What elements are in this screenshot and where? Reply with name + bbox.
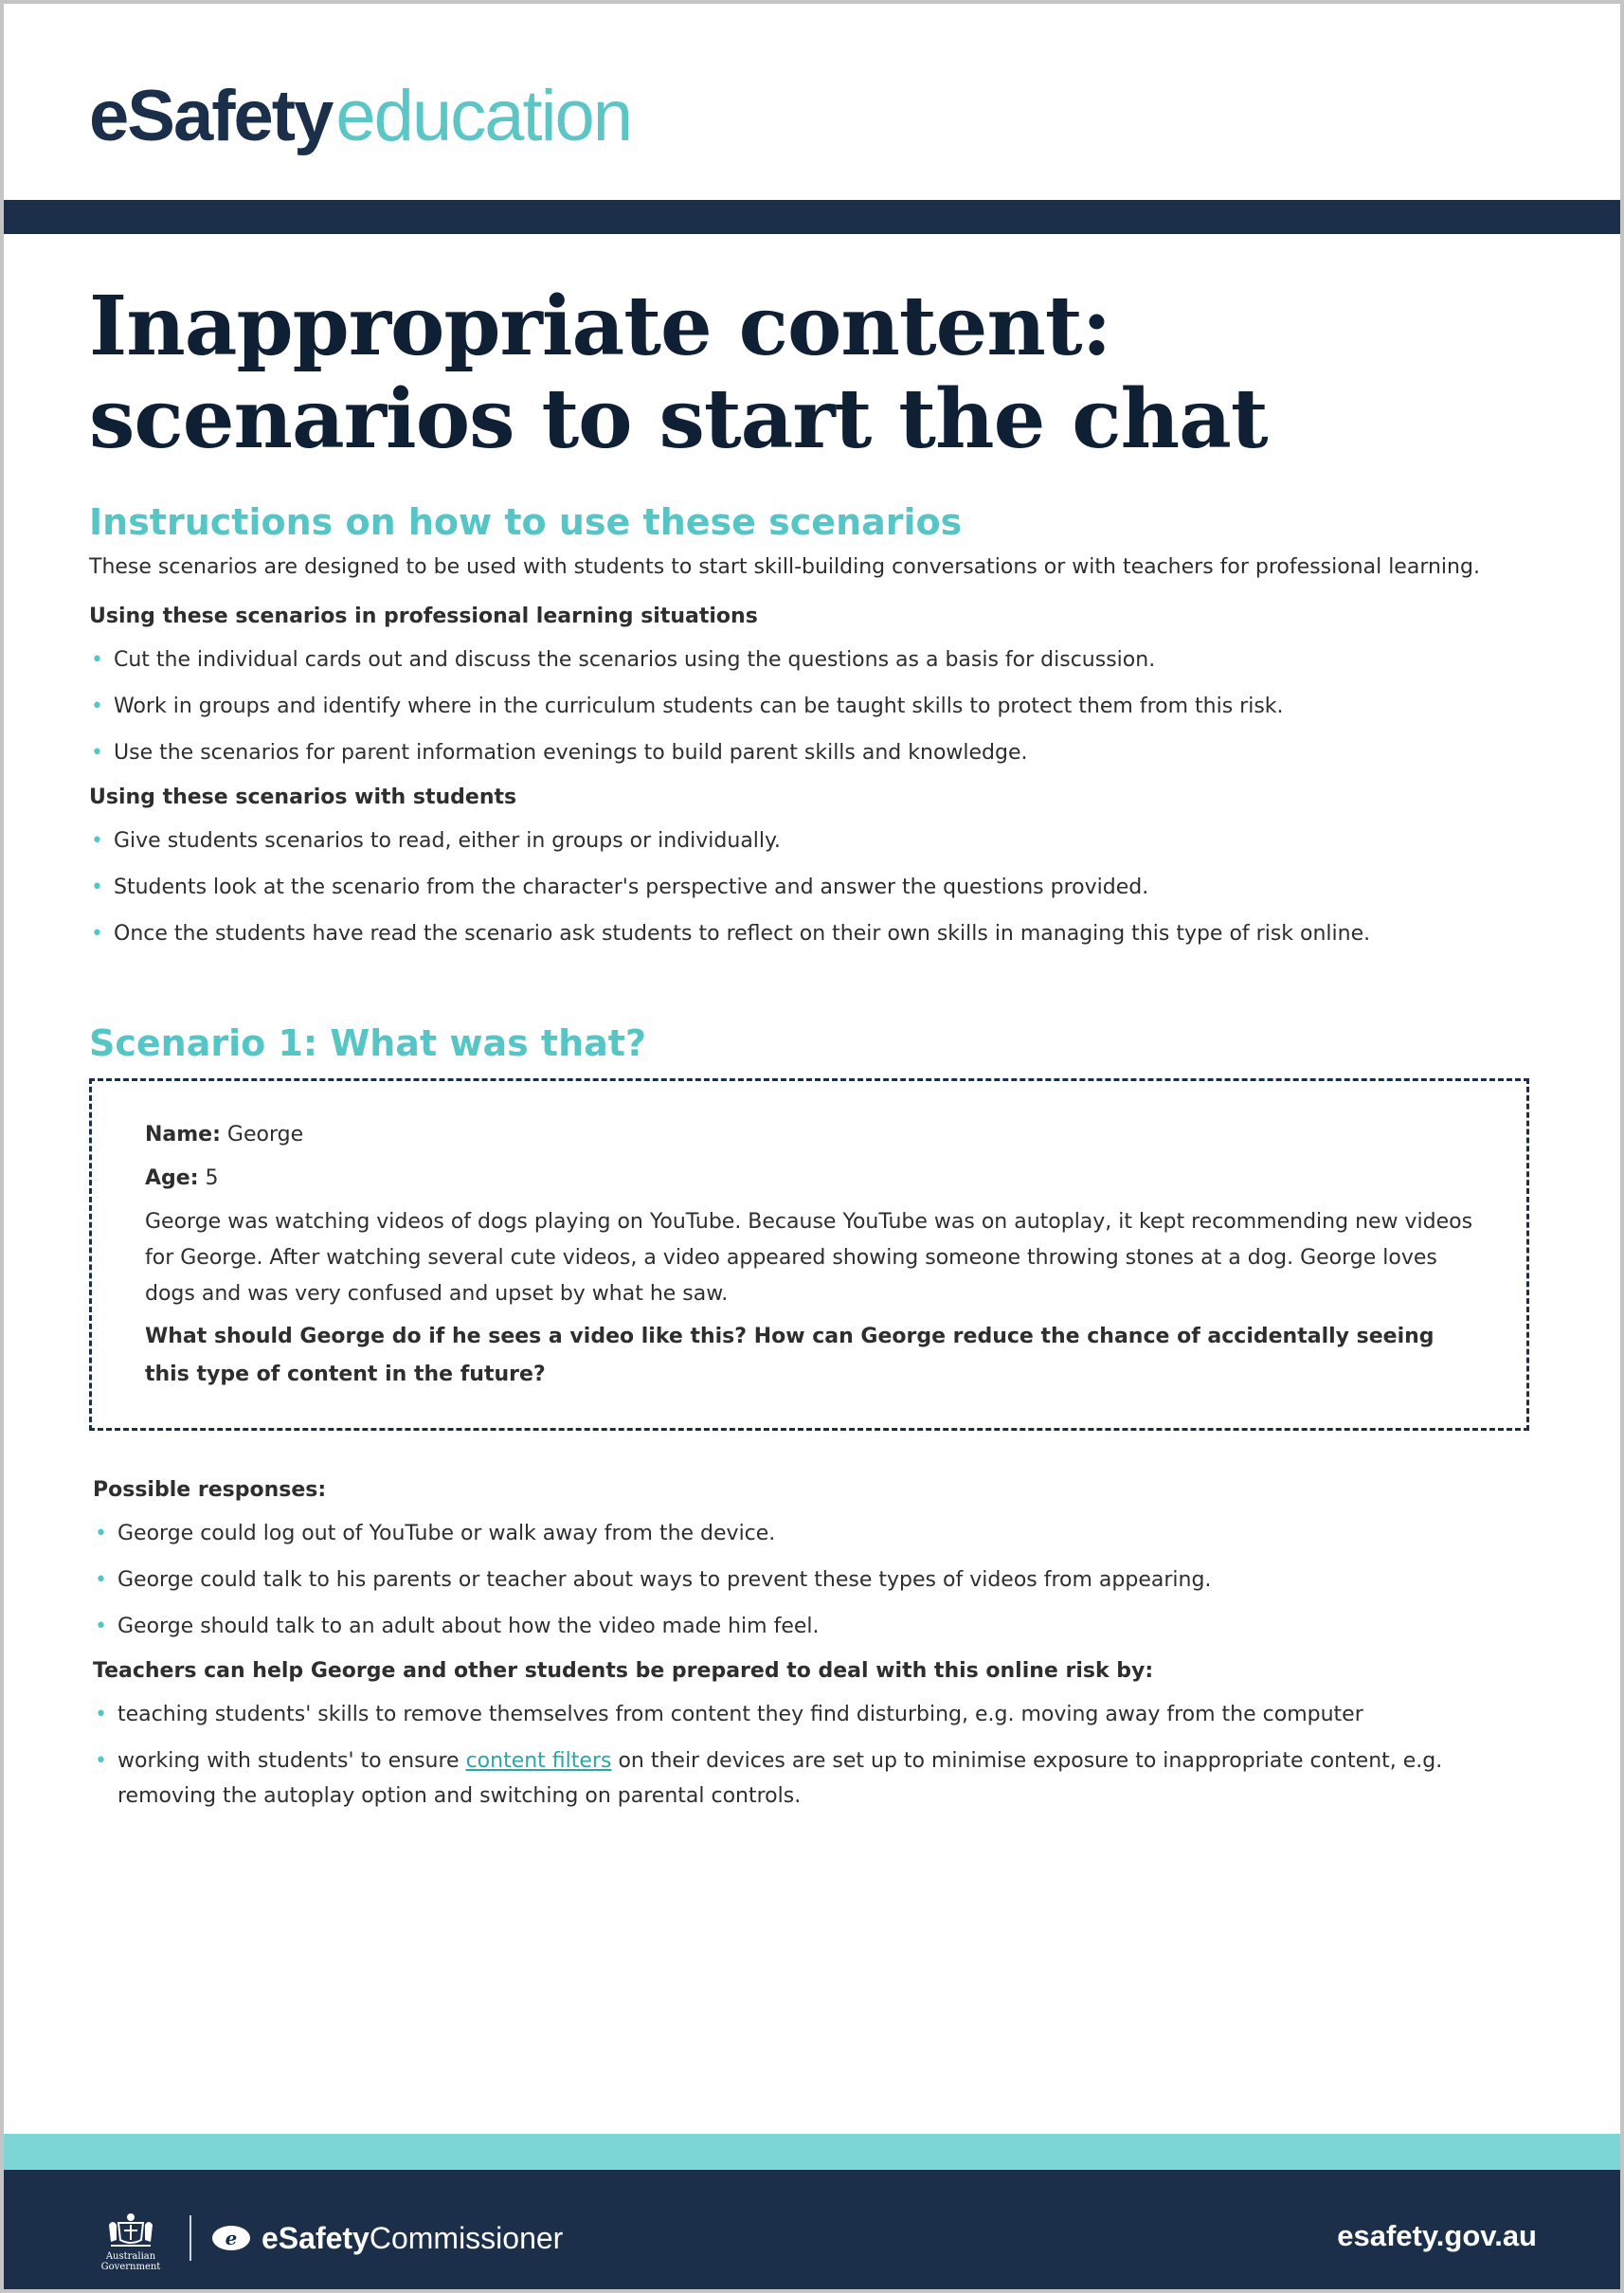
page-title-line-1: Inappropriate content: (89, 279, 1111, 374)
scenario-heading: Scenario 1: What was that? (89, 1022, 646, 1064)
list-item: • working with students' to ensure content filters on their devices are set up to minimise exposure to inappropriate content, e.g. removing the autoplay option and switching on parental controls. (93, 1743, 1539, 1814)
list-item: • George could log out of YouTube or walk away from the device. (93, 1516, 1539, 1551)
australian-government-logo[interactable] (83, 2212, 178, 2272)
professional-heading: Using these scenarios in professional learning situations (89, 605, 758, 628)
teachers-heading: Teachers can help George and other students be prepared to deal with this online risk by: (93, 1659, 1154, 1683)
list-item: • Students look at the scenario from the character's perspective and answer the questions provided. (89, 870, 1539, 905)
page-title (89, 280, 1529, 466)
list-item: • Give students scenarios to read, either in groups or individually. (89, 823, 1539, 858)
responses-heading: Possible responses: (93, 1478, 327, 1502)
bullet-dot-icon: • (95, 1568, 107, 1592)
footer-divider (189, 2215, 191, 2261)
bullet-dot-icon: • (91, 922, 103, 946)
bullet-dot-icon: • (95, 1703, 107, 1726)
page-title-line-2: scenarios to start the chat (89, 371, 1268, 467)
name-value: George (226, 1123, 304, 1146)
scenario-age (145, 1161, 1477, 1196)
list-item: • Use the scenarios for parent information evenings to build parent skills and knowledge. (89, 735, 1539, 770)
main-content (89, 495, 1539, 1825)
brand-light: Commissioner (369, 2220, 564, 2255)
list-item: • Cut the individual cards out and discuss the scenarios using the questions as a basis for discussion. (89, 642, 1539, 677)
logo-education-text: education (335, 76, 631, 156)
esafety-commissioner-logo[interactable] (210, 2217, 563, 2259)
scenario-card (89, 1078, 1529, 1431)
svg-text:e: e (225, 2227, 238, 2249)
age-label: Age: (145, 1166, 199, 1190)
age-value: 5 (205, 1166, 219, 1190)
students-heading: Using these scenarios with students (89, 785, 517, 809)
footer-accent-band (4, 2134, 1620, 2170)
list-item: • Work in groups and identify where in the curriculum students can be taught skills to protect them from this risk. (89, 689, 1539, 724)
list-item: • George could talk to his parents or teacher about ways to prevent these types of videos from appearing. (93, 1562, 1539, 1598)
brand-bold: eSafety (262, 2220, 370, 2255)
gov-label: Australian Government (100, 2251, 161, 2272)
responses-section (89, 1474, 1539, 1814)
instructions-intro: These scenarios are designed to be used with students to start skill-building conversations or with teachers for professional learning. (89, 555, 1480, 579)
website-link[interactable]: esafety.gov.au (1337, 2219, 1537, 2252)
australian-government-crest-icon (105, 2212, 156, 2249)
logo-esafety-text: eSafety (89, 76, 333, 156)
teachers-list (93, 1697, 1539, 1814)
scenario-name (145, 1117, 1477, 1152)
bullet-dot-icon: • (91, 741, 103, 765)
bullet-dot-icon: • (91, 829, 103, 853)
content-filters-link[interactable]: content filters (465, 1749, 612, 1773)
name-label: Name: (145, 1123, 221, 1146)
responses-list (93, 1516, 1539, 1644)
bullet-dot-icon: • (95, 1615, 107, 1638)
list-item: • teaching students' skills to remove themselves from content they find disturbing, e.g. moving away from the computer (93, 1697, 1539, 1732)
bullet-dot-icon: • (91, 695, 103, 718)
bullet-dot-icon: • (95, 1749, 107, 1773)
bullet-dot-icon: • (91, 876, 103, 899)
list-item: • George should talk to an adult about how the video made him feel. (93, 1609, 1539, 1644)
scenario-story: George was watching videos of dogs playing on YouTube. Because YouTube was on autoplay, it kept recommending new videos for George. After watching several cute videos, a video appeared showing someone throwing stones at a dog. George loves dogs and was very confused and upset by what he saw. (145, 1210, 1473, 1306)
esafety-e-logo-icon (210, 2224, 252, 2252)
bullet-dot-icon: • (91, 648, 103, 672)
professional-list (89, 642, 1539, 770)
bullet-dot-icon: • (95, 1522, 107, 1545)
scenario-question: What should George do if he sees a video like this? How can George reduce the chance of accidentally seeing this type of content in the future? (145, 1325, 1435, 1386)
list-item: • Once the students have read the scenario ask students to reflect on their own skills in managing this type of risk online. (89, 916, 1539, 951)
students-list (89, 823, 1539, 951)
instructions-heading: Instructions on how to use these scenarios (89, 501, 963, 543)
footer (4, 2170, 1620, 2289)
header-band (4, 200, 1620, 234)
esafety-education-logo[interactable] (89, 74, 631, 159)
